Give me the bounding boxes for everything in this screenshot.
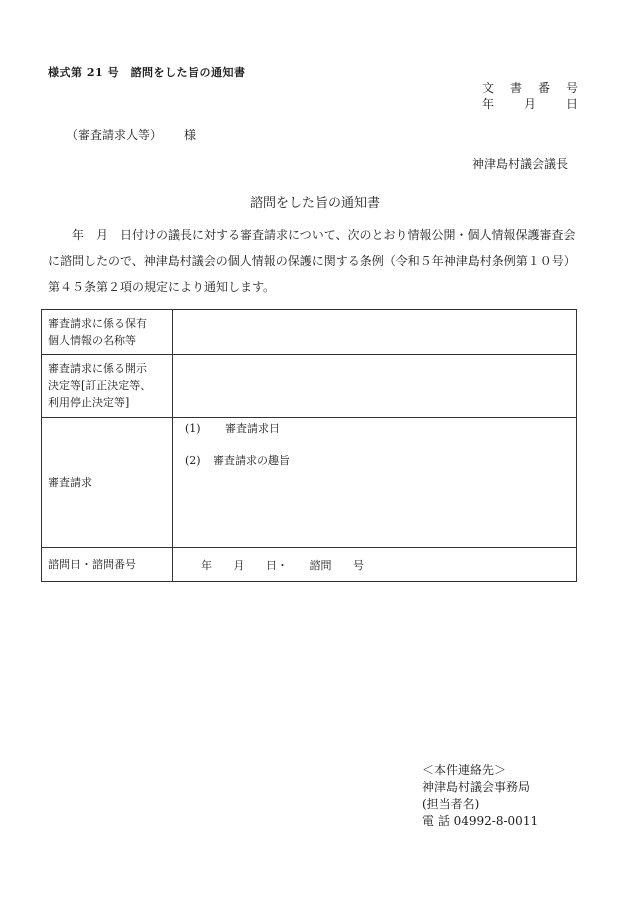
row-label-request: 審査請求: [42, 418, 173, 548]
item-text: 審査請求日: [225, 422, 280, 435]
contact-office: 神津島村議会事務局: [422, 780, 531, 794]
form-number: 様式第 21 号 諮問をした旨の通知書: [48, 66, 246, 79]
document-date-line: [482, 96, 578, 112]
addressee: [66, 126, 196, 143]
doc-number-char: 号: [565, 81, 578, 95]
consultation-part: 月: [233, 558, 245, 572]
item-text: 審査請求の趣旨: [213, 454, 290, 467]
item-number: (2): [185, 454, 201, 467]
addressee-honorific: 様: [184, 128, 197, 142]
label-line: 個人情報の名称等: [48, 334, 136, 347]
consultation-part: 諮問: [309, 558, 332, 572]
doc-date-char: 日: [565, 97, 578, 111]
field-held-info[interactable]: [173, 310, 577, 355]
body-text: [48, 222, 580, 300]
field-consultation[interactable]: [173, 548, 577, 582]
table-row: [42, 548, 577, 582]
doc-number-char: 文: [482, 81, 495, 95]
label-line: 審査請求に係る開示: [48, 362, 147, 375]
doc-number-char: 番: [537, 81, 550, 95]
details-table: [41, 309, 577, 582]
doc-date-char: 月: [523, 97, 536, 111]
sender: 神津島村議会議長: [471, 157, 568, 171]
body-line-2: に諮問したので、神津島村議会の個人情報の保護に関する条例（令和５年神津島村条例第１０号）: [48, 254, 576, 268]
contact-phone: 電 話 04992-8-0011: [422, 814, 539, 828]
label-line: 利用停止決定等]: [48, 396, 130, 409]
label-line: 決定等[訂正決定等、: [48, 379, 152, 392]
table-row: [42, 355, 577, 418]
consultation-part: 号: [353, 558, 364, 572]
row-label-held-info: [42, 310, 173, 355]
row-label-disclosure-decision: [42, 355, 173, 418]
consultation-part: 日・: [266, 558, 288, 572]
consultation-part: 年: [201, 558, 212, 572]
field-disclosure-decision[interactable]: [173, 355, 577, 418]
row-label-consultation: 諮問日・諮問番号: [42, 548, 173, 582]
request-purpose-item: [173, 454, 576, 468]
request-date-item: [173, 422, 576, 436]
item-number: (1): [185, 422, 201, 435]
document-number-line: [482, 80, 578, 96]
document-number-date: [482, 80, 578, 112]
body-line-1: 年 月 日付けの議長に対する審査請求について、次のとおり情報公開・個人情報保護審査会: [48, 228, 576, 242]
table-row: [42, 310, 577, 355]
document-title: 諮問をした旨の通知書: [249, 196, 380, 211]
contact-block: [422, 762, 538, 830]
field-request[interactable]: [173, 418, 577, 548]
contact-heading: ＜本件連絡先＞: [422, 763, 507, 777]
addressee-name: （審査請求人等）: [66, 128, 163, 142]
doc-date-char: 年: [482, 97, 495, 111]
label-line: 審査請求に係る保有: [48, 317, 147, 330]
table-row: [42, 418, 577, 548]
contact-person: (担当者名): [422, 797, 480, 811]
doc-number-char: 書: [509, 81, 522, 95]
body-line-3: 第４５条第２項の規定により通知します。: [48, 280, 276, 294]
